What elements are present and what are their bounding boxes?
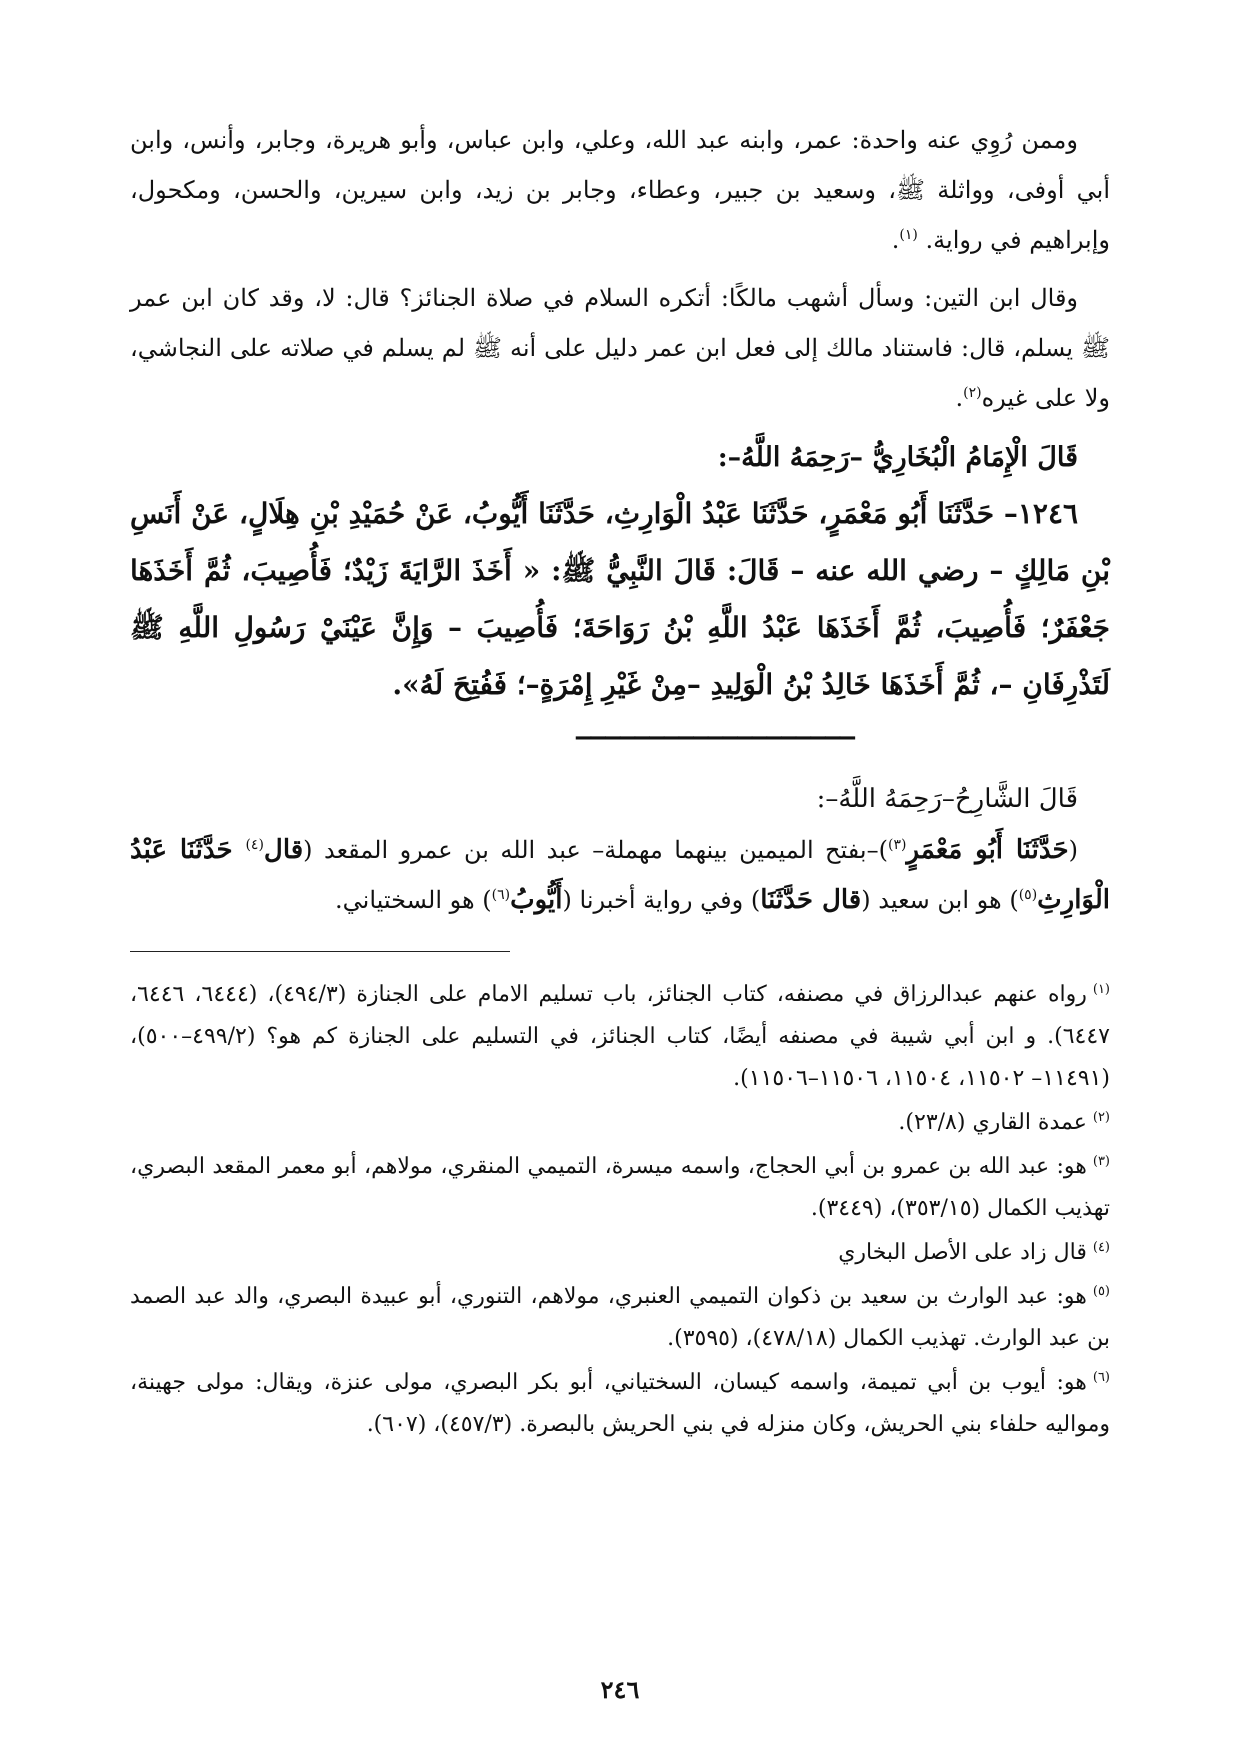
footnote-number: (٢) [1092, 1109, 1110, 1125]
footnote-text: هو: عبد الله بن عمرو بن أبي الحجاج، واسمه ميسرة، التميمي المنقري، مولاهم، أبو معمر المقعد البصري، تهذيب الكمال (٣٥٣/١٥)، (٣٤٤٩). [130, 1154, 1110, 1221]
footnotes-section [130, 974, 1110, 1446]
footnote-2 [130, 1102, 1110, 1144]
commentary-bold: قال [263, 835, 304, 865]
separator-line: ——————————————————— [575, 722, 855, 752]
heading-imam-bukhari: قَالَ الْإِمَامُ الْبُخَارِيُّ –رَحِمَهُ اللَّهُ–: [717, 442, 1078, 473]
commentary-text: ) وفي رواية أخبرنا ( [562, 886, 761, 914]
footnote-ref[interactable]: (٦) [491, 887, 511, 903]
commentary-bold: حَدَّثَنَا أَبُو مَعْمَرٍ [906, 835, 1069, 865]
commentary-text: ) هو السختياني. [335, 886, 492, 914]
paragraph-ibn-al-tin: وقال ابن التين: وسأل أشهب مالكًا: أتكره السلام في صلاة الجنائز؟ قال: لا، وقد كان ابن عمر ﷺ يسلم، قال: فاستناد مالك إلى فعل ابن عمر دليل على أنه ﷺ لم يسلم في صلاته على النجاشي، ولا على غيره$^{(٢)}$. [130, 284, 1110, 412]
footnote-number: (٦) [1092, 1369, 1110, 1385]
footnote-ref[interactable]: (١) [899, 227, 918, 243]
footnote-text: رواه عنهم عبدالرزاق في مصنفه، كتاب الجنائز، باب تسليم الامام على الجنازة (٤٩٤/٣)، (٦٤٤٤، ٦٤٤٦، ٦٤٤٧). و ابن أبي شيبة في مصنفه أيضًا، كتاب الجنائز، في التسليم على الجنازة كم هو؟ (٤٩٩/٢–٥٠٠)، (١١٤٩١– ١١٥٠٢، ١١٥٠٤، ١١٥٠٦–١١٥٠٦). [130, 982, 1110, 1091]
footnote-1 [130, 974, 1110, 1100]
commentary-bold: حَدَّثَنَا عَبْدُ الْوَارِثِ [130, 835, 1110, 915]
paragraph-text: وقال ابن التين: وسأل أشهب مالكًا: أتكره السلام في صلاة الجنائز؟ قال: لا، وقد كان ابن عمر ﷺ يسلم، قال: فاستناد مالك إلى فعل ابن عمر دليل على أنه ﷺ لم يسلم في صلاته على النجاشي، ولا على غيره [130, 284, 1110, 412]
document-page [130, 115, 1110, 1725]
footnote-6 [130, 1362, 1110, 1446]
footnote-4 [130, 1232, 1110, 1274]
footnote-number: (٤) [1092, 1239, 1110, 1255]
footnote-text: عمدة القاري (٢٣/٨). [898, 1110, 1087, 1135]
footnote-ref[interactable]: (٥) [1018, 887, 1038, 903]
commentary-text: ( [1068, 836, 1078, 864]
footnote-text: هو: أيوب بن أبي تميمة، واسمه كيسان، السختياني، أبو بكر البصري، مولى عنزة، ويقال: مولى جهينة، ومواليه حلفاء بني الحريش، وكان منزله في بني الحريش بالبصرة. (٤٥٧/٣)، (٦٠٧). [130, 1370, 1110, 1437]
footnote-divider [130, 951, 510, 952]
footnote-text: هو: عبد الوارث بن سعيد بن ذكوان التميمي العنبري، مولاهم، التنوري، أبو عبيدة البصري، والد عبد الصمد بن عبد الوارث. تهذيب الكمال (٤٧٨/١٨)، (٣٥٩٥). [130, 1284, 1110, 1351]
commentary-bold: قال حَدَّثَنَا [760, 885, 862, 915]
paragraph-companions: وممن رُوِي عنه واحدة: عمر، وابنه عبد الله، وعلي، وابن عباس، وأبو هريرة، وجابر، وأنس، وابن أبي أوفى، وواثلة ﷺ، وسعيد بن جبير، وعطاء، وجابر بن زيد، وابن سيرين، والحسن، ومكحول، وإبراهيم في رواية. $^{(١)}$. [130, 126, 1110, 254]
page-number: ٢٤٦ [600, 1675, 640, 1704]
heading-sharih: قَالَ الشَّارِحُ–رَحِمَهُ اللَّهُ–: [816, 784, 1078, 814]
footnote-ref[interactable]: (٤) [245, 837, 264, 853]
hadith-text: ١٢٤٦– حَدَّثَنَا أَبُو مَعْمَرٍ، حَدَّثَنَا عَبْدُ الْوَارِثِ، حَدَّثَنَا أَيُّوبُ، عَنْ حُمَيْدِ بْنِ هِلَالٍ، عَنْ أَنَسِ بْنِ مَالِكٍ – رضي الله عنه – قَالَ: قَالَ النَّبِيُّ ﷺ: « أَخَذَ الرَّايَةَ زَيْدٌ؛ فَأُصِيبَ، ثُمَّ أَخَذَهَا جَعْفَرٌ؛ فَأُصِيبَ، ثُمَّ أَخَذَهَا عَبْدُ اللَّهِ بْنُ رَوَاحَةَ؛ فَأُصِيبَ – وَإِنَّ عَيْنَيْ رَسُولِ اللَّهِ ﷺ لَتَذْرِفَانِ –، ثُمَّ أَخَذَهَا خَالِدُ بْنُ الْوَلِيدِ –مِنْ غَيْرِ إِمْرَةٍ–؛ فَفُتِحَ لَهُ». [130, 497, 1110, 701]
commentary-paragraph [130, 825, 1110, 925]
commentary-text: )–بفتح الميمين بينهما مهملة– عبد الله بن عمرو المقعد ( [303, 836, 888, 864]
footnote-3 [130, 1146, 1110, 1230]
footnote-ref[interactable]: (٣) [887, 837, 907, 853]
footnote-number: (١) [1092, 981, 1110, 997]
commentary-bold: أَيُّوبُ [510, 885, 563, 915]
paragraph-text: وممن رُوِي عنه واحدة: عمر، وابنه عبد الله، وعلي، وابن عباس، وأبو هريرة، وجابر، وأنس، وابن أبي أوفى، وواثلة ﷺ، وسعيد بن جبير، وعطاء، وجابر بن زيد، وابن سيرين، والحسن، ومكحول، وإبراهيم في رواية. [130, 126, 1110, 254]
commentary-text: ) هو ابن سعيد ( [861, 886, 1019, 914]
footnote-ref[interactable]: (٢) [963, 385, 982, 401]
footnote-text: قال زاد على الأصل البخاري [838, 1240, 1087, 1265]
footnote-number: (٥) [1092, 1283, 1110, 1299]
footnote-5 [130, 1276, 1110, 1360]
footnote-number: (٣) [1092, 1153, 1110, 1169]
